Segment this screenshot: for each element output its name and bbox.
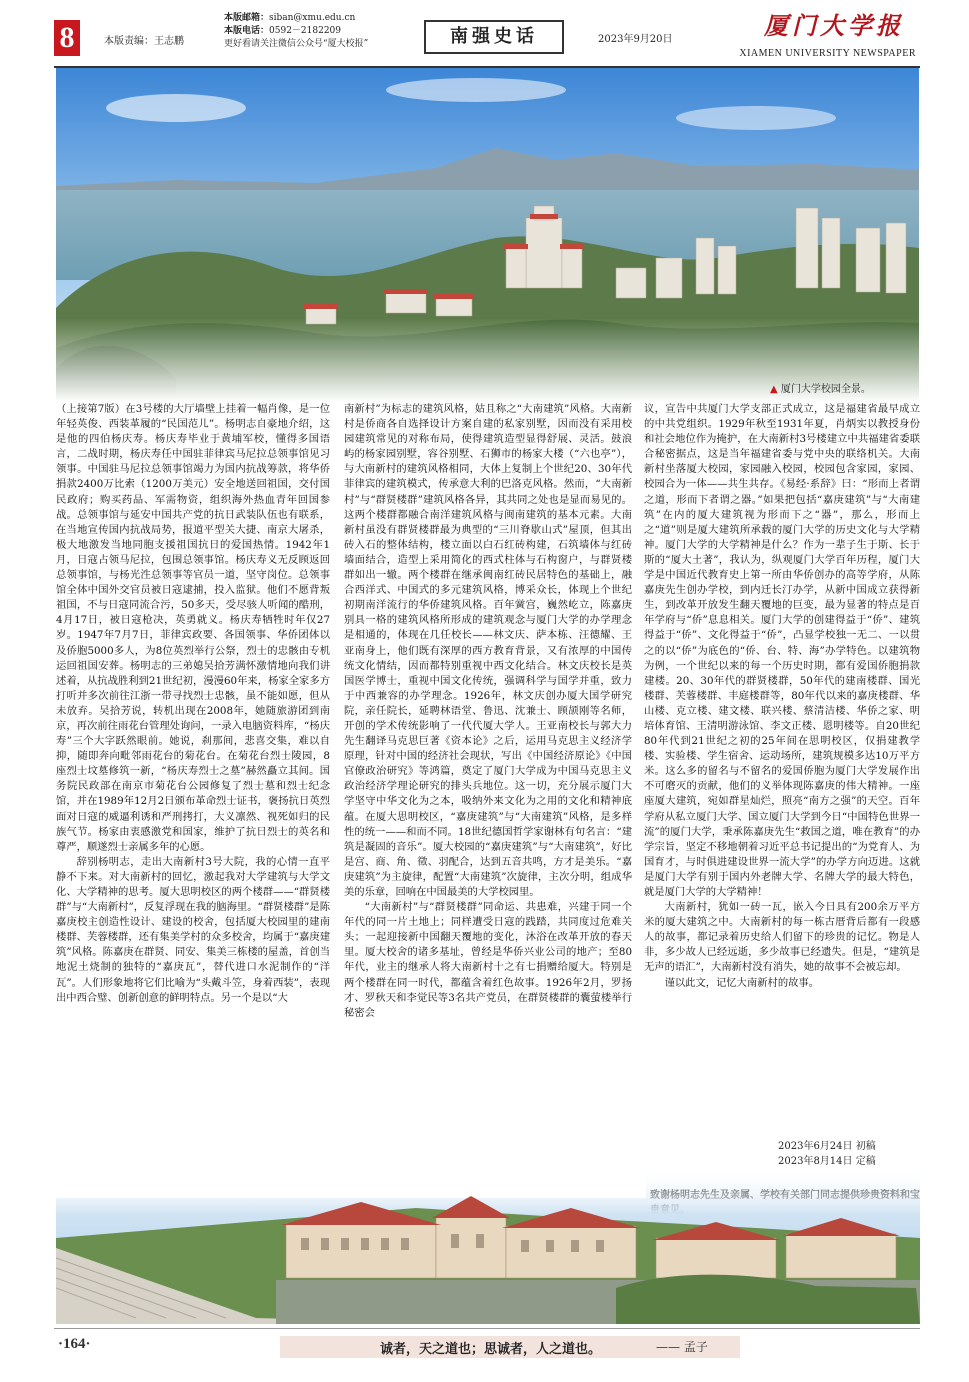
issue-date: 2023年9月20日 xyxy=(598,34,673,45)
draft-dates xyxy=(778,1139,876,1169)
total-page-number: ·164· xyxy=(58,1336,91,1352)
motto-source: —— 孟子 xyxy=(656,1340,708,1354)
phone-number: 0592－2182209 xyxy=(269,26,342,36)
article-column-2 xyxy=(344,402,632,1021)
email-label: 本版邮箱： xyxy=(224,13,270,23)
caption-triangle-icon: ▲ xyxy=(770,384,778,395)
page-header xyxy=(0,0,969,70)
campus-building-photo xyxy=(56,1168,920,1324)
masthead-english: XIAMEN UNIVERSITY NEWSPAPER xyxy=(739,48,916,59)
email-address[interactable]: siban@xmu.edu.cn xyxy=(269,13,356,23)
footer-rule xyxy=(54,1328,920,1329)
draft-date-first: 2023年6月24日 初稿 xyxy=(778,1141,876,1152)
masthead-logo: 厦门大学报 xyxy=(764,11,904,40)
paragraph: 谨以此文，记忆大南新村的故事。 xyxy=(664,976,820,989)
section-title: 南强史话 xyxy=(424,20,564,54)
campus-panorama-photo xyxy=(56,68,919,402)
paragraph: 南新村”为标志的建筑风格，姑且称之“大南建筑”风格。大南新村是侨商各自选择设计方案自建的私家别墅，因而没有采用校园建筑常见的对称布局，使得建筑造型显得舒展、灵活。鼓浪屿的杨家园别墅，容谷别墅、石狮市的杨家大楼（“六也亭”），与大南新村的建筑风格相同，大体上复制上个世纪20、30年代菲律宾的建筑模式，传承意大利的巴洛克风格。然而，“大南新村”与“群贤楼群”建筑风格各异，其共同之处也是显而易见的。这两个楼群都融合南洋建筑风格与闽南建筑的基本元素。大南新村虽没有群贤楼群最为典型的“三川脊歇山式”屋顶，但其出砖入石的整体结构，楼立面以白石红砖构建，石筑墙体与红砖墙面结合，造型上采用简化的西式柱体与石构窗户，与群贤楼群如出一辙。两个楼群在继承闽南红砖民居特色的基础上，融合西洋式、中国式的多元建筑风格，博采众长，体现上个世纪初期南洋流行的华侨建筑风格。百年黉宫，巍然屹立，陈嘉庚别具一格的建筑风格所形成的建筑观念与厦门大学的办学理念是相通的，体现在几任校长——林文庆、萨本栋、汪德耀、王亚南身上，他们既有深厚的西方教育背景，又有浓厚的中国传统文化情结，因而都特别重视中西文化结合。林文庆校长是英国医学博士，重视中国文化传统，强调科学与国学并重，致力于中西兼容的办学理念。1926年，林文庆创办厦大国学研究院，亲任院长，延聘林语堂、鲁迅、沈兼士、顾颉刚等名师，开创的学术传统影响了一代代厦大学人。王亚南校长与郭大力先生翻译马克思巨著《资本论》之后，运用马克思主义经济学原理，针对中国的经济社会现状，写出《中国经济原论》《中国官僚政治研究》等鸿篇，奠定了厦门大学成为中国马克思主义政治经济学理论研究的排头兵地位。这一切，充分展示厦门大学坚守中华文化为之本，吸纳外来文化为之用的文化和精神底蕴。在厦大思明校区，“嘉庚建筑”与“大南建筑”风格，是多样性的统一——和而不同。18世纪德国哲学家谢林有句名言：“建筑是凝固的音乐”。厦大校园的“嘉庚建筑”与“大南建筑”，好比是宫、商、角、徵、羽配合，达到五音共鸣，方才是美乐。“嘉庚建筑”为主旋律，配置“大南建筑”次旋律，主次分明，组成华美的乐章，回响在中国最美的大学校园里。 xyxy=(344,403,632,898)
wechat-note: 更好看请关注微信公众号“厦大校报” xyxy=(224,39,369,49)
campus-panorama-drawing xyxy=(56,68,919,402)
contact-info xyxy=(224,12,368,51)
motto-quote: 诚者，天之道也；思诚者，人之道也。 xyxy=(380,1342,602,1357)
article-column-1 xyxy=(56,402,330,1006)
campus-building-drawing xyxy=(56,1168,920,1324)
photo-caption xyxy=(770,380,871,395)
paragraph: “大南新村”与“群贤楼群”同命运、共患难，兴建于同一个年代的同一片土地上；同样遭受日寇的践踏，共同度过危难关头；一起迎接新中国翻天覆地的变化，沐浴在改革开放的春天里。厦大校舍的诸多基址，曾经是华侨兴业公司的地产；至80年代，业主的继承人将大南新村十之有七捐赠给厦大。特别是两个楼群在同一时代，都蕴含着红色故事。1926年2月，罗扬才、罗秋天和李觉民等3名共产党员，在群贤楼群的囊萤楼举行秘密会 xyxy=(344,901,632,1019)
page-number: 8 xyxy=(54,20,80,56)
paragraph: （上接第7版）在3号楼的大厅墙壁上挂着一幅肖像，是一位年轻英俊、西装革履的“民国范儿”。杨明志自豪地介绍，这是他的四伯杨庆寿。杨庆寿毕业于黄埔军校，懂得多国语言，二战时期，杨庆寿任中国驻菲律宾马尼拉总领事馆见习领事。中国驻马尼拉总领事馆竭力为国内抗战筹款，将华侨捐款2400万比索（1200万美元）安全地送回祖国，交付国民政府；购买药品、军需物资，组织海外热血青年回国参战。总领事馆与延安中国共产党的抗日武装队伍也有联系，在当地宣传国内抗战局势，报道平型关大捷、南京大屠杀，极大地激发当地同胞支援祖国抗日的爱国热情。1942年1月，日寇占领马尼拉，包围总领事馆。杨庆寿义无反顾返回总领事馆，与杨光泩总领事等官员一道，坚守岗位。总领事馆全体中国外交官员被日寇逮捕，投入监狱。他们不愿背叛祖国，不与日寇同流合污，50多天，受尽骇人听闻的酷刑，4月17日，被日寇枪决，英勇就义。杨庆寿牺牲时年仅27岁。1947年7月7日，菲律宾政要、各国领事、华侨团体以及侨胞5000多人，为8位英烈举行公祭，烈士的忠骸由专机运回祖国安葬。杨明志的三弟媳吴拾芳满怀激情地向我们讲述着，从抗战胜利到21世纪初，漫漫60年来，杨家全家多方打听并多次前往江浙一带寻找烈士忠骸，虽不能如愿，但从未放弃。吴拾芳说，转机出现在2008年，她随旅游团到南京，再次前往雨花台管理处询问，一录入电脑资料库，“杨庆寿”三个大字跃然眼前。她说，刹那间，悲喜交集，难以自抑，随即奔向毗邻雨花台的菊花台。在菊花台烈士陵园，8座烈士坟墓修筑一新，“杨庆寿烈士之墓”赫然矗立其间。国务院民政部在南京市菊花台公园修复了烈士墓和烈士纪念馆，并在1989年12月2日颁布革命烈士证书，褒扬抗日英烈面对日寇的威逼利诱和严刑拷打，大义凛然、视死如归的民族气节。杨家由衷感激党和国家，维护了抗日烈士的英名和尊严，顺遂烈士亲属多年的心愿。 xyxy=(56,403,330,853)
paragraph: 辞别杨明志，走出大南新村3号大院，我的心情一直平静不下来。对大南新村的回忆，激起我对大学建筑与大学文化、大学精神的思考。厦大思明校区的两个楼群——“群贤楼群”与“大南新村”，反复浮现在我的脑海里。“群贤楼群”是陈嘉庚校主创造性设计、建设的校舍，包括厦大校园里的建南楼群、芙蓉楼群，还有集美学村的众多校舍，均属于“嘉庚建筑”风格。陈嘉庚在群贤、同安、集美三栋楼的屋盖，首创当地泥土烧制的独特的“嘉庚瓦”，替代进口水泥制作的“洋瓦”。人们形象地将它们比喻为“头戴斗笠，身着西装”，表现出中西合璧、创新创意的鲜明特点。另一个是以“大 xyxy=(56,855,330,1004)
editor-credit: 本版责编：王志鹏 xyxy=(104,36,184,47)
article-column-3 xyxy=(644,402,920,991)
caption-text: 厦门大学校园全景。 xyxy=(780,384,871,395)
phone-label: 本版电话： xyxy=(224,26,270,36)
draft-date-final: 2023年8月14日 定稿 xyxy=(778,1156,876,1167)
paragraph: 大南新村，犹如一砖一瓦，嵌入今日具有200余万平方米的厦大建筑之中。大南新村的每一栋古厝背后都有一段感人的故事，都记录着历史给人们留下的珍贵的记忆。物是人非，多少故人已经远逝，多少故事已经遗失。但是，“建筑是无声的语汇”，大南新村没有消失，她的故事不会被忘却。 xyxy=(644,901,920,974)
paragraph: 议，宣告中共厦门大学支部正式成立，这是福建省最早成立的中共党组织。1929年秋至1931年夏，肖炳实以教授身份和社会地位作为掩护，在大南新村3号楼建立中共福建省委联合秘密据点，这是当年福建省委与党中央的联络机关。大南新村坐落厦大校园，家园融入校园，校园包含家园，家园、校园合为一体——共生共存。《易经·系辞》曰：“形而上者谓之道，形而下者谓之器。”如果把包括“嘉庚建筑”与“大南建筑”在内的厦大建筑视为形而下之“器”，那么，形而上之“道”则是厦大建筑所承载的厦门大学的历史文化与大学精神。厦门大学的大学精神是什么？作为一辈子生于斯、长于斯的“厦大土著”，我认为，纵观厦门大学百年历程，厦门大学是中国近代教育史上第一所由华侨创办的高等学府，从陈嘉庚先生创办学校，到内迁长汀办学，从新中国成立获得新生，到改革开放发生翻天覆地的巨变，最为显著的特点是百年学府与“侨”息息相关。厦门大学的创建得益于“侨”、建筑得益于“侨”、文化得益于“侨”，凸显学校独一无二、一以贯之的以“侨”为底色的“侨、台、特、海”办学特色。以建筑物为例，一个世纪以来的每一个历史时期，都有爱国侨胞捐款建楼。20、30年代的群贤楼群，50年代的建南楼群、国光楼群、芙蓉楼群、丰庭楼群等，80年代以来的嘉庚楼群、华山楼、克立楼、建文楼、联兴楼、蔡清洁楼、华侨之家、明培体育馆、王清明游泳馆、李文正楼、恩明楼等。自20世纪80年代到21世纪之初的25年间在思明校区，仅捐建教学楼、实验楼、学生宿舍、运动场所，建筑规模多达10万平方米。这么多的留名与不留名的爱国侨胞为厦门大学发展作出不可磨灭的贡献，他们的义举体现陈嘉庚的伟大精神。一座座厦大建筑，宛如群星灿烂，照亮“南方之强”的天空。百年学府从私立厦门大学、国立厦门大学到今日“中国特色世界一流”的厦门大学，秉承陈嘉庚先生“救国之道，唯在教育”的办学宗旨，坚定不移地朝着习近平总书记提出的“为党育人、为国育才，与时俱进建设世界一流大学”的办学方向迈进。这就是厦门大学有别于国内外老牌大学、名牌大学的最大特色，就是厦门大学的大学精神！ xyxy=(644,403,920,898)
